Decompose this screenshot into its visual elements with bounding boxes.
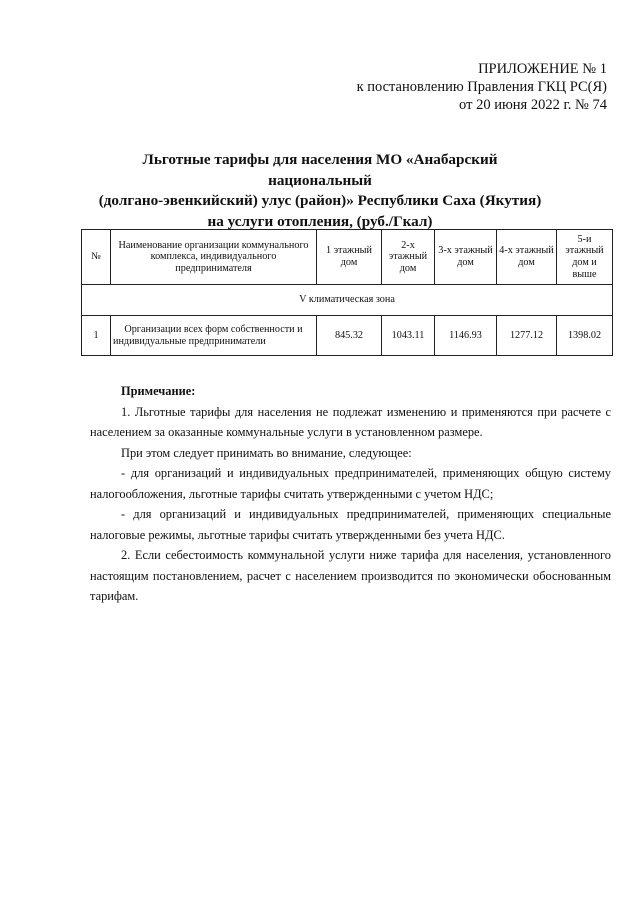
header-1-floor: 1 этажный дом: [317, 230, 382, 285]
row-organization: Организации всех форм собственности и индивидуальные предприниматели: [111, 316, 317, 356]
appendix-date: от 20 июня 2022 г. № 74: [459, 97, 607, 113]
climate-zone-row: [82, 285, 613, 316]
note-paragraph-3: - для организаций и индивидуальных предпринимателей, применяющих общую систему налогообложения, льготные тарифы считать утвержденными с учетом НДС;: [90, 466, 611, 501]
row-tariff-1-floor: 845.32: [317, 316, 382, 356]
header-5-floor: 5-и этажный дом и выше: [557, 230, 613, 285]
appendix-header: [307, 60, 607, 114]
title-line-1: Льготные тарифы для населения МО «Анабарский национальный: [142, 151, 498, 189]
notes-heading: Примечание:: [121, 384, 196, 398]
table-row: [82, 316, 613, 356]
title-line-3: на услуги отопления, (руб./Гкал): [207, 212, 433, 230]
row-tariff-3-floor: 1146.93: [435, 316, 497, 356]
row-tariff-5-floor: 1398.02: [557, 316, 613, 356]
note-paragraph-5: 2. Если себестоимость коммунальной услуги ниже тарифа для населения, установленного настоящим постановлением, расчет с населением производится по экономически обоснованным тарифам.: [90, 548, 611, 603]
appendix-number: ПРИЛОЖЕНИЕ № 1: [478, 61, 607, 77]
header-organization: Наименование организации коммунального комплекса, индивидуального предпринимателя: [111, 230, 317, 285]
header-2-floor: 2-х этажный дом: [382, 230, 435, 285]
notes-section: [90, 381, 611, 607]
appendix-reference: к постановлению Правления ГКЦ РС(Я): [356, 79, 607, 95]
header-3-floor: 3-х этажный дом: [435, 230, 497, 285]
climate-zone-label: V климатическая зона: [82, 285, 613, 316]
note-paragraph-4: - для организаций и индивидуальных предпринимателей, применяющих специальные налоговые режимы, льготные тарифы считать утвержденными без учета НДС.: [90, 507, 611, 542]
title-line-2: (долгано-эвенкийский) улус (район)» Республики Саха (Якутия): [98, 192, 542, 209]
table-header-row: [82, 230, 613, 285]
header-4-floor: 4-х этажный дом: [497, 230, 557, 285]
note-paragraph-1: 1. Льготные тарифы для населения не подлежат изменению и применяются при расчете с населением за оказанные коммунальные услуги в установленном размере.: [90, 404, 611, 439]
row-tariff-4-floor: 1277.12: [497, 316, 557, 356]
row-tariff-2-floor: 1043.11: [382, 316, 435, 356]
header-number: №: [82, 230, 111, 285]
note-paragraph-2: При этом следует принимать во внимание, следующее:: [121, 445, 412, 460]
tariff-table: [81, 229, 613, 356]
document-title: [90, 150, 550, 232]
row-number: 1: [82, 316, 111, 356]
